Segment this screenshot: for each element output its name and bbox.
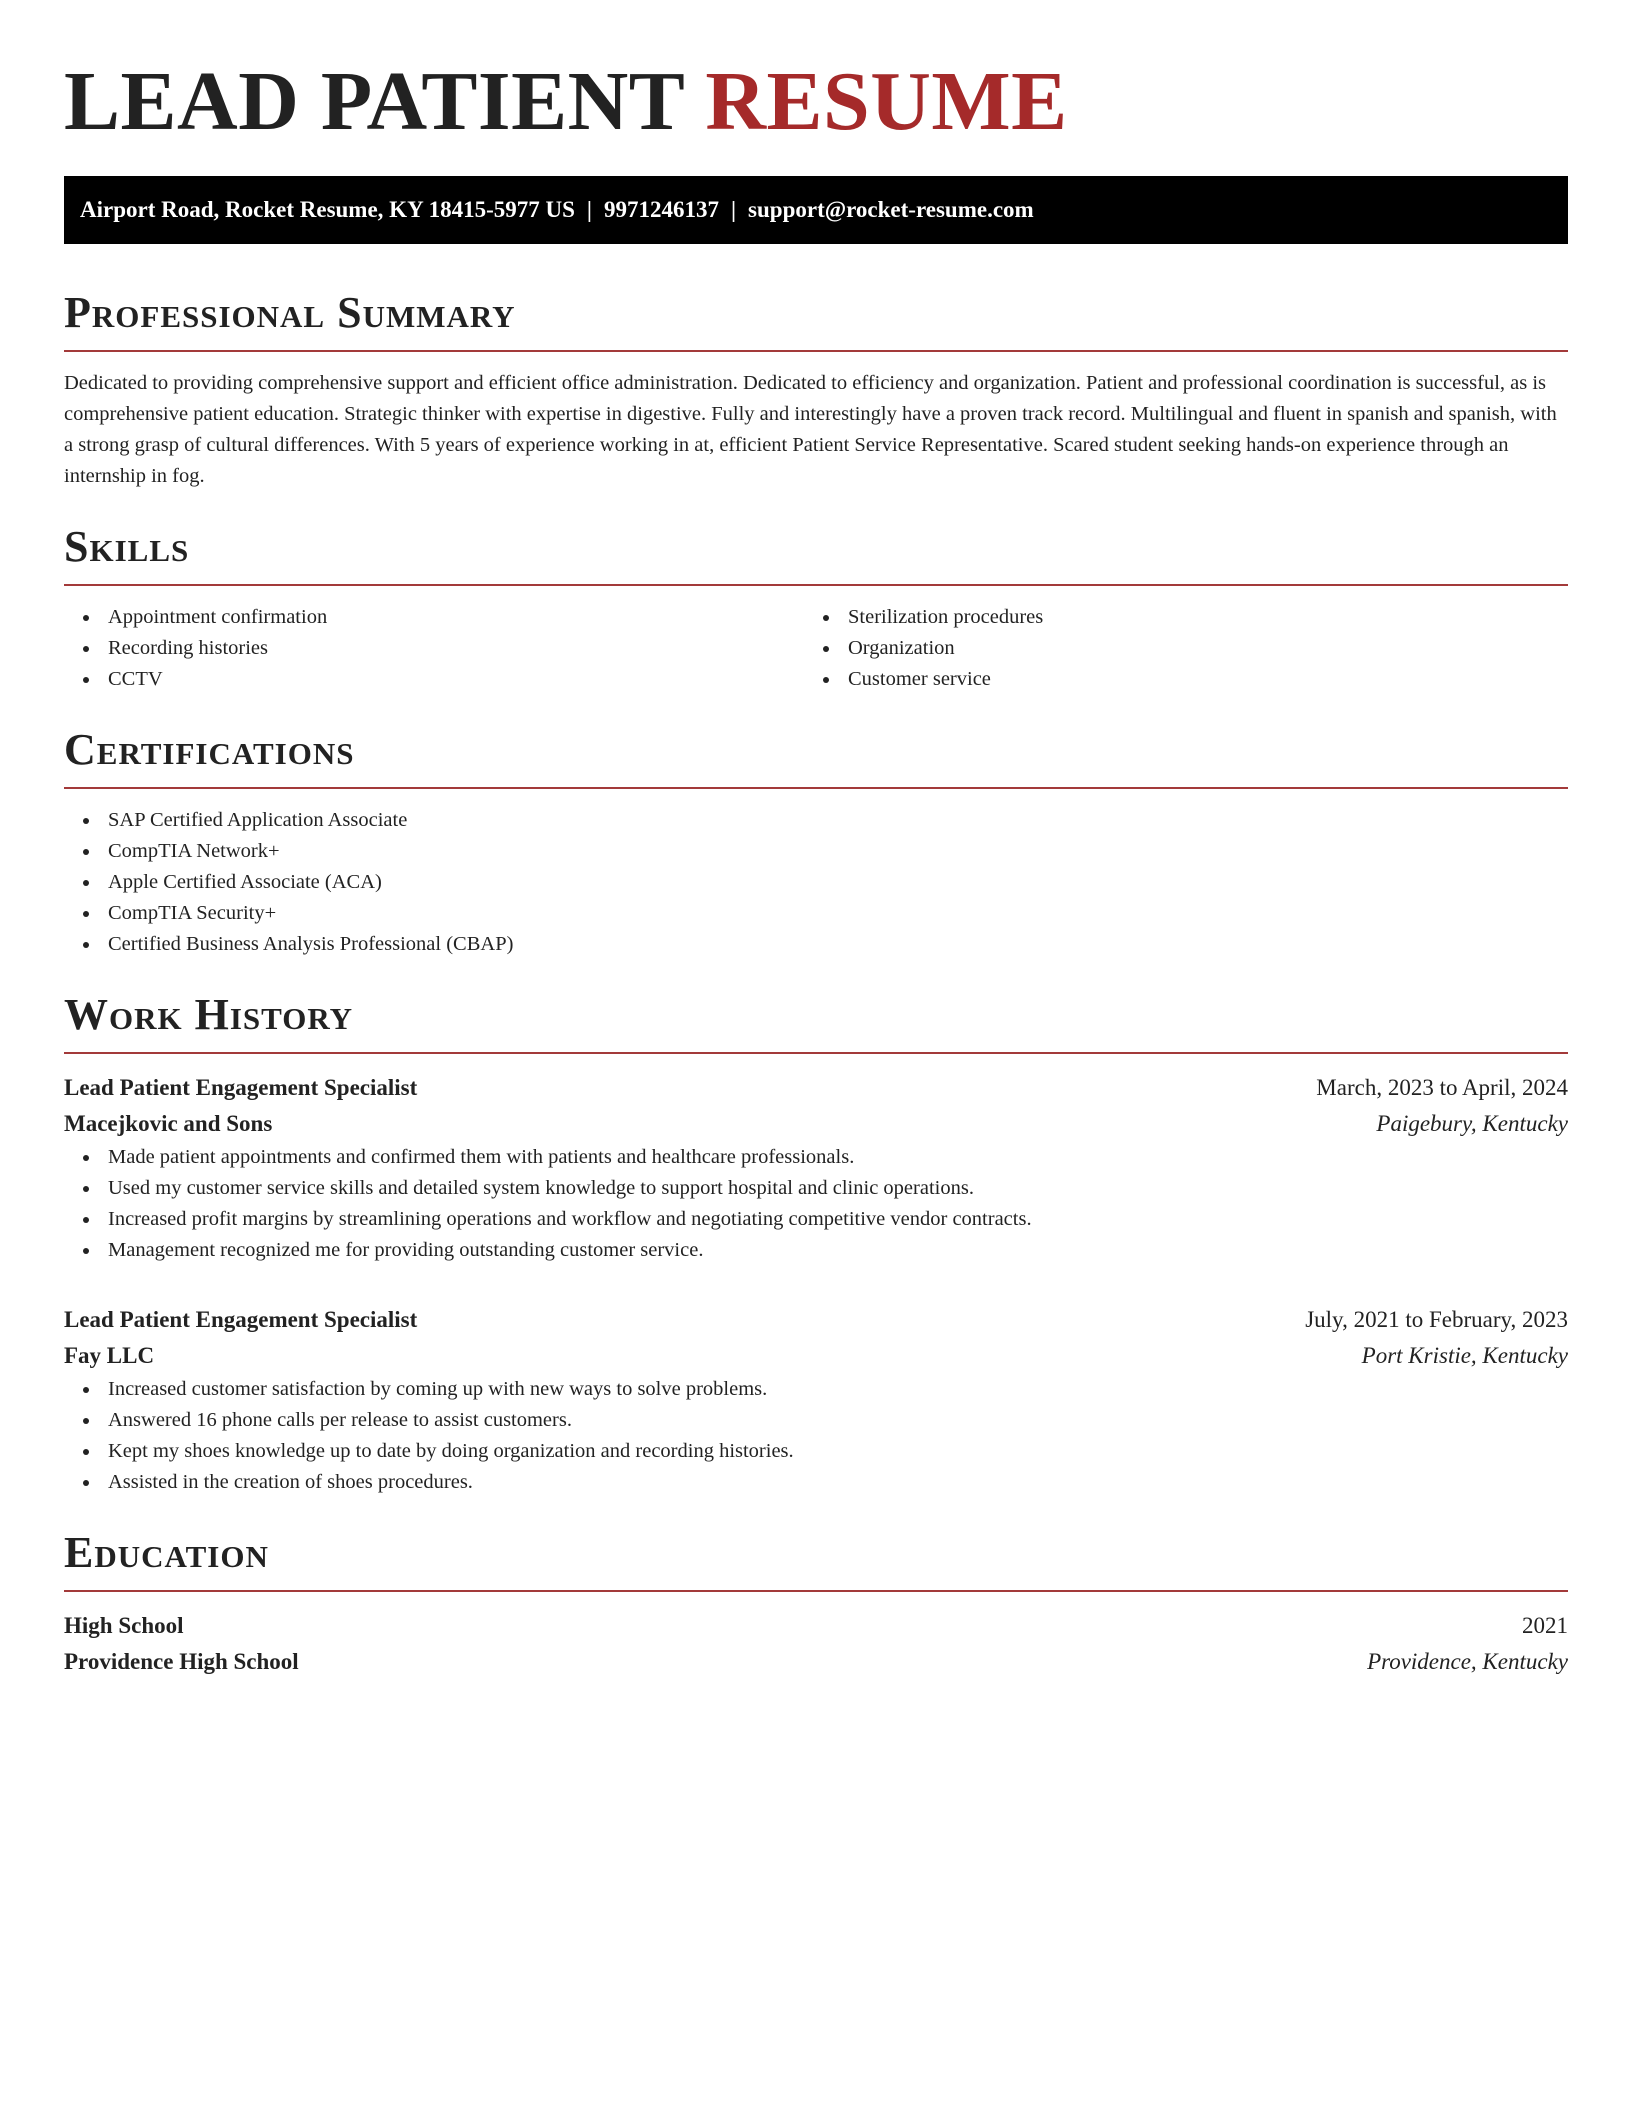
section-divider [64, 584, 1568, 586]
certification-item: SAP Certified Application Associate [64, 805, 1568, 836]
job-duty-item: Increased customer satisfaction by coming up with new ways to solve problems. [64, 1374, 1568, 1405]
education-degree: High School [64, 1613, 184, 1638]
section-divider [64, 1052, 1568, 1054]
skill-item: Sterilization procedures [804, 602, 1544, 633]
certification-item: CompTIA Security+ [64, 898, 1568, 929]
job-entry [64, 1070, 1568, 1266]
skills-heading: Skills [64, 522, 190, 571]
education-heading: Education [64, 1528, 269, 1577]
skill-item: Organization [804, 633, 1544, 664]
job-entry [64, 1302, 1568, 1498]
job-title-row [64, 1302, 1568, 1338]
job-location: Port Kristie, Kentucky [1361, 1343, 1568, 1368]
work-history-heading: Work History [64, 990, 354, 1039]
skill-item: Recording histories [64, 633, 804, 664]
contact-email: support@rocket-resume.com [748, 197, 1034, 222]
job-location: Paigebury, Kentucky [1376, 1111, 1568, 1136]
certifications-list [64, 805, 1568, 960]
education-section [64, 1528, 1568, 1680]
skill-item: Customer service [804, 664, 1544, 695]
job-dates: July, 2021 to February, 2023 [1305, 1307, 1568, 1332]
education-entry [64, 1608, 1568, 1680]
certifications-section [64, 725, 1568, 960]
skills-grid [64, 602, 1568, 695]
resume-title [64, 0, 1568, 152]
section-divider [64, 787, 1568, 789]
job-title: Lead Patient Engagement Specialist [64, 1307, 418, 1332]
certification-item: Apple Certified Associate (ACA) [64, 867, 1568, 898]
job-duty-item: Answered 16 phone calls per release to assist customers. [64, 1405, 1568, 1436]
job-duty-item: Kept my shoes knowledge up to date by doing organization and recording histories. [64, 1436, 1568, 1467]
skills-right-list [804, 602, 1544, 695]
job-duties-list [64, 1142, 1568, 1266]
section-divider [64, 1590, 1568, 1592]
work-history-section [64, 990, 1568, 1498]
education-year: 2021 [1522, 1613, 1568, 1638]
job-duty-item: Management recognized me for providing outstanding customer service. [64, 1235, 1568, 1266]
job-duties-list [64, 1374, 1568, 1498]
summary-section [64, 288, 1568, 492]
job-duty-item: Assisted in the creation of shoes procedures. [64, 1467, 1568, 1498]
contact-address: Airport Road, Rocket Resume, KY 18415-5977 US [80, 197, 575, 222]
job-duty-item: Made patient appointments and confirmed them with patients and healthcare professionals. [64, 1142, 1568, 1173]
summary-heading: Professional Summary [64, 288, 516, 337]
education-location: Providence, Kentucky [1367, 1649, 1568, 1674]
job-company: Macejkovic and Sons [64, 1111, 273, 1136]
skill-item: CCTV [64, 664, 804, 695]
education-school-row [64, 1644, 1568, 1680]
section-divider [64, 350, 1568, 352]
job-company: Fay LLC [64, 1343, 155, 1368]
job-dates: March, 2023 to April, 2024 [1316, 1075, 1568, 1100]
certification-item: Certified Business Analysis Professional (CBAP) [64, 929, 1568, 960]
contact-separator: | [586, 197, 592, 222]
education-degree-row [64, 1608, 1568, 1644]
job-title-row [64, 1070, 1568, 1106]
summary-text: Dedicated to providing comprehensive support and efficient office administration. Dedicated to efficiency and organization. Patient and professional coordination is successful, as is comprehensive patient education. Strategic thinker with expertise in digestive. Fully and interestingly have a proven track record. Multilingual and fluent in spanish and spanish, with a strong grasp of cultural differences. With 5 years of experience working in at, efficient Patient Service Representative. Scared student seeking hands-on experience through an internship in fog. [64, 372, 1557, 487]
title-accent: RESUME [705, 55, 1068, 148]
contact-separator: | [730, 197, 737, 222]
contact-bar [64, 176, 1568, 244]
resume-page [64, 0, 1568, 1680]
contact-phone: 9971246137 [603, 197, 719, 222]
job-duty-item: Increased profit margins by streamlining operations and workflow and negotiating competitive vendor contracts. [64, 1204, 1568, 1235]
skill-item: Appointment confirmation [64, 602, 804, 633]
job-duty-item: Used my customer service skills and detailed system knowledge to support hospital and clinic operations. [64, 1173, 1568, 1204]
certifications-heading: Certifications [64, 725, 355, 774]
job-company-row [64, 1338, 1568, 1374]
job-company-row [64, 1106, 1568, 1142]
certification-item: CompTIA Network+ [64, 836, 1568, 867]
skills-left-list [64, 602, 804, 695]
skills-section [64, 522, 1568, 695]
title-main: LEAD PATIENT [64, 55, 684, 148]
education-school: Providence High School [64, 1649, 299, 1674]
job-title: Lead Patient Engagement Specialist [64, 1075, 418, 1100]
